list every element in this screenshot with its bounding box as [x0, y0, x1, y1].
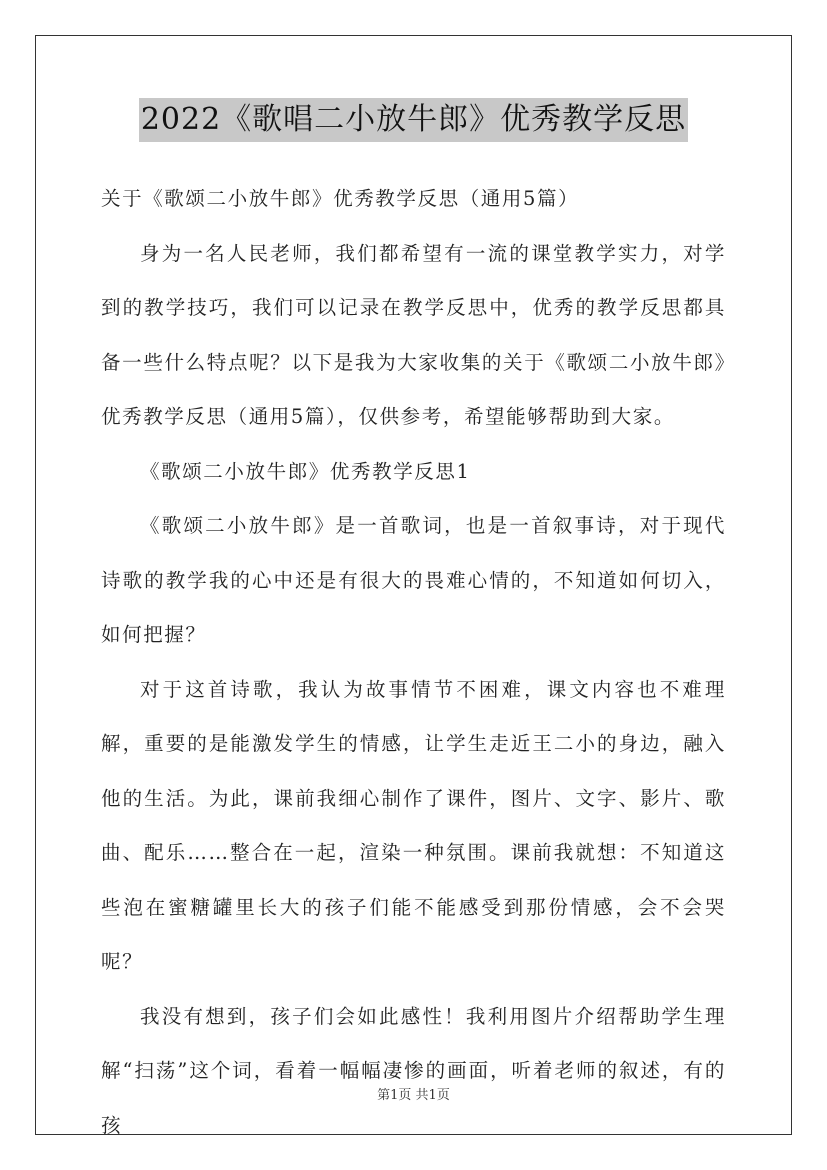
- paragraph: 《歌颂二小放牛郎》是一首歌词，也是一首叙事诗，对于现代诗歌的教学我的心中还是有很大的畏难心情的，不知道如何切入，如何把握？: [101, 514, 726, 646]
- document-title: 2022《歌唱二小放牛郎》优秀教学反思: [139, 98, 688, 142]
- document-subtitle: 关于《歌颂二小放牛郎》优秀教学反思（通用5篇）: [101, 187, 580, 210]
- paragraph: 我没有想到，孩子们会如此感性！我利用图片介绍帮助学生理解“扫荡”这个词，看着一幅幅凄惨的画面，听着老师的叙述，有的孩: [101, 1004, 726, 1137]
- title-container: [0, 98, 827, 142]
- document-body: [101, 172, 726, 1153]
- page-footer: 第1页 共1页: [377, 1088, 450, 1103]
- paragraph: 身为一名人民老师，我们都希望有一流的课堂教学实力，对学到的教学技巧，我们可以记录在教学反思中，优秀的教学反思都具备一些什么特点呢？以下是我为大家收集的关于《歌颂二小放牛郎》优秀教学反思（通用5篇），仅供参考，希望能够帮助到大家。: [101, 241, 726, 428]
- section-heading: 《歌颂二小放牛郎》优秀教学反思1: [140, 459, 471, 483]
- paragraph: 对于这首诗歌，我认为故事情节不困难，课文内容也不难理解，重要的是能激发学生的情感，让学生走近王二小的身边，融入他的生活。为此，课前我细心制作了课件，图片、文字、影片、歌曲、配乐……整合在一起，渲染一种氛围。课前我就想：不知道这些泡在蜜糖罐里长大的孩子们能不能感受到那份情感，会不会哭呢？: [101, 677, 726, 973]
